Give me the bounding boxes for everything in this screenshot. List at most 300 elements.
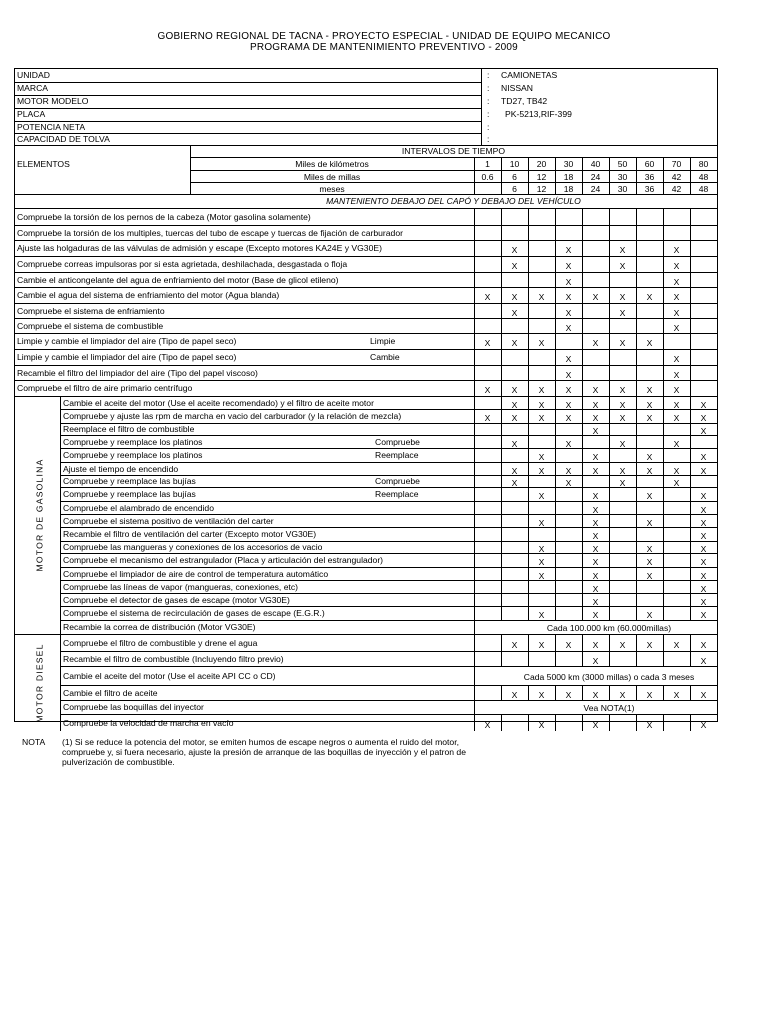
row-divider <box>60 462 717 463</box>
interval-check: X <box>700 544 707 554</box>
maintenance-item: Cambie el agua del sistema de enfriamiento del motor (Agua blanda) <box>17 290 280 300</box>
column-divider <box>663 170 664 194</box>
interval-check: X <box>511 292 518 302</box>
maintenance-item: Compruebe el sistema de recirculación de gases de escape (E.G.R.) <box>63 608 325 618</box>
interval-value: 10 <box>509 159 520 169</box>
interval-check: X <box>673 276 680 287</box>
row-divider <box>15 133 481 134</box>
maintenance-item: Compruebe el filtro de combustible y drene el agua <box>63 637 258 648</box>
document-title: GOBIERNO REGIONAL DE TACNA - PROYECTO ESPECIAL - UNIDAD DE EQUIPO MECANICO <box>157 31 611 42</box>
interval-check: X <box>484 292 491 302</box>
gasoline-section-label: MOTOR DE GASOLINA <box>34 458 45 572</box>
interval-check: X <box>700 639 707 650</box>
interval-check: X <box>673 385 680 395</box>
interval-span-note: Cada 100.000 km (60.000millas) <box>546 623 672 633</box>
interval-check: X <box>538 639 545 650</box>
interval-check: X <box>646 292 653 302</box>
column-divider <box>582 685 583 700</box>
interval-check: X <box>646 719 653 730</box>
interval-check: X <box>592 557 599 567</box>
interval-check: X <box>700 570 707 581</box>
interval-check: X <box>538 465 545 476</box>
info-value: CAMIONETAS <box>501 70 558 80</box>
row-divider <box>190 157 717 158</box>
interval-value: 30 <box>617 172 628 182</box>
interval-check: X <box>538 491 545 501</box>
maintenance-item: Compruebe la torsión de los multiples, tuercas del tubo de escape y tuercas de fijación de carburador <box>17 227 403 238</box>
interval-check: X <box>565 639 572 650</box>
interval-check: X <box>538 338 545 348</box>
info-value: NISSAN <box>501 83 533 93</box>
interval-check: X <box>511 438 518 449</box>
interval-check: X <box>592 465 599 476</box>
interval-check: X <box>673 689 680 700</box>
interval-check: X <box>673 399 680 410</box>
interval-check: X <box>565 478 572 488</box>
maintenance-item: Compruebe el limpiador de aire de control de temperatura automático <box>63 568 329 579</box>
interval-value: 50 <box>617 159 628 169</box>
interval-check: X <box>673 354 680 364</box>
interval-check: X <box>565 385 572 395</box>
info-value: PK-5213,RIF-399 <box>505 109 572 119</box>
interval-value: 24 <box>590 184 601 194</box>
interval-value: 30 <box>563 159 574 169</box>
row-divider <box>60 553 717 554</box>
maintenance-item: Compruebe las boquillas del inyector <box>63 702 204 712</box>
interval-check: X <box>565 369 572 380</box>
interval-check: X <box>673 478 680 488</box>
maintenance-item: Cambie el filtro de aceite <box>63 687 158 698</box>
column-divider <box>609 685 610 700</box>
row-divider <box>15 145 717 146</box>
interval-check: X <box>565 354 572 364</box>
item-sub-action: Reemplace <box>375 489 419 499</box>
row-divider <box>15 108 481 109</box>
item-sub-action: Compruebe <box>375 476 420 486</box>
column-divider <box>555 170 556 194</box>
interval-check: X <box>538 413 545 423</box>
column-divider <box>636 157 637 170</box>
column-divider <box>60 396 61 634</box>
maintenance-item: Compruebe y reemplace los platinos <box>63 450 203 460</box>
interval-check: X <box>511 399 518 410</box>
interval-check: X <box>700 465 707 476</box>
interval-check: X <box>565 465 572 476</box>
maintenance-item: Limpie y cambie el limpiador del aire (Tipo de papel seco) <box>17 352 237 362</box>
info-label: MARCA <box>17 83 49 93</box>
column-divider <box>609 714 610 731</box>
column-divider <box>474 157 475 194</box>
column-divider <box>501 208 502 620</box>
interval-check: X <box>619 399 626 410</box>
interval-check: X <box>592 426 599 436</box>
interval-check: X <box>619 292 626 302</box>
column-divider <box>690 634 691 666</box>
row-divider <box>15 121 481 122</box>
interval-check: X <box>592 504 599 515</box>
interval-check: X <box>673 465 680 476</box>
row-divider <box>60 580 717 581</box>
maintenance-item: Recambie el filtro de combustible (Incluyendo filtro previo) <box>63 653 284 664</box>
row-divider <box>15 256 717 257</box>
interval-check: X <box>511 385 518 395</box>
column-divider <box>690 157 691 170</box>
interval-check: X <box>484 338 491 348</box>
maintenance-item: Compruebe el sistema de combustible <box>17 320 164 331</box>
interval-check: X <box>592 385 599 395</box>
interval-check: X <box>673 322 680 333</box>
maintenance-item: Ajuste las holgaduras de las válvulas de admisión y escape (Excepto motores KA24E y VG30E) <box>17 243 382 253</box>
info-separator: : <box>487 70 490 80</box>
row-divider <box>190 170 717 171</box>
interval-check: X <box>511 689 518 700</box>
row-divider <box>15 225 717 226</box>
maintenance-item: Limpie y cambie el limpiador del aire (Tipo de papel seco) <box>17 336 237 346</box>
interval-check: X <box>538 610 545 620</box>
interval-value: 1 <box>485 159 490 169</box>
interval-value: 6 <box>512 172 517 182</box>
interval-check: X <box>511 478 518 488</box>
interval-check: X <box>538 557 545 567</box>
info-separator: : <box>487 83 490 93</box>
interval-check: X <box>592 583 599 594</box>
row-divider <box>15 95 481 96</box>
row-divider <box>60 606 717 607</box>
interval-value: 6 <box>512 184 517 194</box>
maintenance-item: Compruebe el sistema positivo de ventilación del carter <box>63 515 274 526</box>
interval-check: X <box>565 322 572 333</box>
interval-check: X <box>538 689 545 700</box>
interval-check: X <box>619 307 626 318</box>
row-divider <box>15 396 717 397</box>
interval-check: X <box>700 655 707 666</box>
info-label: CAPACIDAD DE TOLVA <box>17 134 110 144</box>
interval-check: X <box>592 719 599 730</box>
interval-check: X <box>565 438 572 449</box>
interval-row-label: Miles de millas <box>303 172 361 182</box>
row-divider <box>15 194 717 195</box>
row-divider <box>60 714 717 715</box>
column-divider <box>636 208 637 620</box>
interval-check: X <box>592 452 599 462</box>
interval-value: 36 <box>644 184 655 194</box>
interval-check: X <box>646 689 653 700</box>
info-label: POTENCIA NETA <box>17 122 86 132</box>
interval-check: X <box>511 338 518 348</box>
info-label: PLACA <box>17 109 46 119</box>
item-sub-action: Limpie <box>370 336 396 346</box>
interval-check: X <box>538 385 545 395</box>
interval-check: X <box>646 639 653 650</box>
column-divider <box>663 157 664 170</box>
interval-value: 48 <box>698 172 709 182</box>
maintenance-table <box>14 68 718 730</box>
maintenance-item: Compruebe el detector de gases de escape (motor VG30E) <box>63 594 290 605</box>
interval-check: X <box>700 596 707 607</box>
interval-value: 40 <box>590 159 601 169</box>
row-divider <box>15 287 717 288</box>
column-divider <box>609 170 610 194</box>
interval-value: 80 <box>698 159 709 169</box>
row-divider <box>60 567 717 568</box>
maintenance-item: Compruebe las líneas de vapor (mangueras, conexiones, etc) <box>63 581 299 592</box>
column-divider <box>690 208 691 620</box>
maintenance-item: Compruebe y reemplace las bujías <box>63 476 196 486</box>
interval-check: X <box>673 307 680 318</box>
interval-check: X <box>538 544 545 554</box>
interval-check: X <box>592 531 599 541</box>
row-divider <box>60 409 717 410</box>
nota-label: NOTA <box>22 737 46 747</box>
column-divider <box>663 685 664 700</box>
column-divider <box>555 714 556 731</box>
maintenance-item: Compruebe y reemplace las bujías <box>63 489 196 499</box>
intervals-title: INTERVALOS DE TIEMPO <box>401 146 506 156</box>
column-divider <box>582 208 583 620</box>
interval-value: 42 <box>671 172 682 182</box>
maintenance-item: Compruebe el alambrado de encendido <box>63 502 214 513</box>
nota-text <box>62 738 466 768</box>
interval-value: 42 <box>671 184 682 194</box>
column-divider <box>636 685 637 700</box>
row-divider <box>60 666 717 667</box>
maintenance-item: Compruebe las mangueras y conexiones de los accesorios de vacio <box>63 542 323 552</box>
interval-check: X <box>511 413 518 423</box>
maintenance-item: Cambie el aceite del motor (Use el aceite API CC o CD) <box>63 670 276 681</box>
nota-line: pulverización de combustible. <box>62 756 175 767</box>
column-divider <box>555 208 556 620</box>
interval-check: X <box>484 719 491 730</box>
nota-line: compruebe y, si fuera necesario, ajuste la presión de arranque de las boquillas de inyección y el patron de <box>62 746 466 757</box>
column-divider <box>582 170 583 194</box>
column-divider <box>501 157 502 170</box>
interval-check: X <box>511 307 518 318</box>
interval-check: X <box>646 570 653 581</box>
interval-check: X <box>700 491 707 501</box>
interval-check: X <box>538 452 545 462</box>
column-divider <box>609 634 610 666</box>
column-divider <box>636 634 637 666</box>
column-divider <box>60 634 61 731</box>
interval-check: X <box>673 261 680 271</box>
row-divider <box>190 182 717 183</box>
interval-check: X <box>646 557 653 567</box>
interval-check: X <box>592 292 599 302</box>
column-divider <box>555 685 556 700</box>
interval-check: X <box>619 261 626 271</box>
interval-value: 0.6 <box>481 172 494 182</box>
row-divider <box>15 208 717 209</box>
interval-check: X <box>646 610 653 620</box>
row-divider <box>15 380 717 381</box>
maintenance-item: Cambie el aceite del motor (Use el aceite recomendado) y el filtro de aceite motor <box>63 397 374 408</box>
interval-check: X <box>700 610 707 620</box>
interval-check: X <box>646 413 653 423</box>
column-divider <box>528 714 529 731</box>
interval-check: X <box>592 689 599 700</box>
item-sub-action: Cambie <box>370 352 400 362</box>
row-divider <box>60 514 717 515</box>
nota-line: (1) Si se reduce la potencia del motor, se emiten humos de escape negros o aumenta el ruido del motor, <box>62 737 459 747</box>
maintenance-item: Compruebe el sistema de enfriamiento <box>17 305 165 316</box>
interval-check: X <box>592 639 599 650</box>
interval-check: X <box>646 385 653 395</box>
maintenance-item: Reemplace el filtro de combustible <box>63 424 195 434</box>
interval-check: X <box>538 517 545 528</box>
info-value: TD27, TB42 <box>501 96 548 106</box>
document-subtitle: PROGRAMA DE MANTENIMIENTO PREVENTIVO - 2009 <box>250 42 518 53</box>
interval-check: X <box>538 399 545 410</box>
interval-check: X <box>538 719 545 730</box>
row-divider <box>15 82 481 83</box>
item-sub-action: Reemplace <box>375 450 419 460</box>
interval-row-label: meses <box>319 184 345 194</box>
interval-value: 24 <box>590 172 601 182</box>
diesel-section-label: MOTOR DIESEL <box>34 642 45 723</box>
column-divider <box>663 634 664 666</box>
interval-span-note: Vea NOTA(1) <box>583 703 635 713</box>
info-separator: : <box>487 96 490 106</box>
interval-check: X <box>646 399 653 410</box>
interval-value: 30 <box>617 184 628 194</box>
column-divider <box>609 208 610 620</box>
column-divider <box>528 685 529 700</box>
interval-check: X <box>565 292 572 302</box>
interval-check: X <box>511 245 518 255</box>
interval-check: X <box>619 413 626 423</box>
column-divider <box>663 208 664 620</box>
interval-check: X <box>700 452 707 462</box>
interval-row-label: Miles de kilómetros <box>295 159 369 169</box>
row-divider <box>15 240 717 241</box>
maintenance-item: Ajuste el tiempo de encendido <box>63 463 179 474</box>
column-divider <box>690 685 691 700</box>
maintenance-item: Recambie el filtro del limpiador del aire (Tipo del papel viscoso) <box>17 367 258 378</box>
interval-check: X <box>511 465 518 476</box>
row-divider <box>60 527 717 528</box>
row-divider <box>15 333 717 334</box>
interval-check: X <box>700 719 707 730</box>
interval-check: X <box>592 596 599 607</box>
interval-check: X <box>646 338 653 348</box>
interval-check: X <box>700 583 707 594</box>
column-divider <box>501 685 502 700</box>
interval-check: X <box>592 570 599 581</box>
interval-check: X <box>646 544 653 554</box>
interval-check: X <box>619 478 626 488</box>
interval-value: 18 <box>563 172 574 182</box>
column-divider <box>690 714 691 731</box>
interval-check: X <box>619 639 626 650</box>
interval-check: X <box>646 517 653 528</box>
info-label: MOTOR MODELO <box>17 96 89 106</box>
row-divider <box>60 435 717 436</box>
column-divider <box>501 714 502 731</box>
interval-value: 20 <box>536 159 547 169</box>
column-divider <box>481 69 482 145</box>
interval-check: X <box>565 689 572 700</box>
info-label: UNIDAD <box>17 70 50 80</box>
interval-value: 60 <box>644 159 655 169</box>
interval-check: X <box>592 491 599 501</box>
column-divider <box>528 208 529 620</box>
column-divider <box>690 170 691 194</box>
interval-check: X <box>673 413 680 423</box>
interval-check: X <box>592 338 599 348</box>
column-divider <box>501 170 502 194</box>
interval-check: X <box>700 517 707 528</box>
interval-check: X <box>511 639 518 650</box>
column-divider <box>636 714 637 731</box>
maintenance-item: Compruebe y ajuste las rpm de marcha en vacio del carburador (y la relación de mezcla) <box>63 411 402 421</box>
maintenance-item: Compruebe correas impulsoras por si esta agrietada, deshilachada, desgastada o floja <box>17 259 348 269</box>
interval-check: X <box>619 438 626 449</box>
info-separator: : <box>487 134 490 144</box>
interval-check: X <box>700 399 707 410</box>
interval-value: 12 <box>536 172 547 182</box>
row-divider <box>15 272 717 273</box>
column-divider <box>609 157 610 170</box>
maintenance-item: Compruebe y reemplace los platinos <box>63 436 203 447</box>
interval-check: X <box>619 385 626 395</box>
maintenance-item: Compruebe la velocidad de marcha en vacío <box>63 717 234 728</box>
interval-check: X <box>619 465 626 476</box>
row-divider <box>60 487 717 488</box>
column-divider <box>636 170 637 194</box>
interval-check: X <box>484 413 491 423</box>
interval-check: X <box>565 261 572 271</box>
interval-check: X <box>592 517 599 528</box>
interval-check: X <box>673 245 680 255</box>
interval-check: X <box>646 465 653 476</box>
interval-check: X <box>700 426 707 436</box>
column-divider <box>582 634 583 666</box>
interval-value: 36 <box>644 172 655 182</box>
interval-check: X <box>646 452 653 462</box>
maintenance-item: Recambie la correa de distribución (Motor VG30E) <box>63 622 256 632</box>
interval-check: X <box>565 276 572 287</box>
maintenance-item: Cambie el anticongelante del agua de enfriamiento del motor (Base de glicol etileno) <box>17 274 339 285</box>
interval-check: X <box>592 413 599 423</box>
row-divider <box>60 700 717 701</box>
interval-check: X <box>538 570 545 581</box>
interval-check: X <box>619 245 626 255</box>
column-divider <box>528 634 529 666</box>
interval-check: X <box>565 399 572 410</box>
interval-check: X <box>673 438 680 449</box>
row-divider <box>15 318 717 319</box>
column-divider <box>190 145 191 194</box>
interval-check: X <box>673 369 680 380</box>
interval-check: X <box>565 245 572 255</box>
interval-check: X <box>565 413 572 423</box>
interval-check: X <box>700 557 707 567</box>
row-divider <box>60 501 717 502</box>
interval-check: X <box>592 544 599 554</box>
interval-value: 70 <box>671 159 682 169</box>
interval-check: X <box>700 413 707 423</box>
maintenance-item: Compruebe la torsión de los pernos de la cabeza (Motor gasolina solamente) <box>17 211 311 222</box>
interval-check: X <box>619 338 626 348</box>
interval-check: X <box>673 292 680 302</box>
row-divider <box>15 303 717 304</box>
row-divider <box>60 593 717 594</box>
column-divider <box>582 157 583 170</box>
section-title: MANTENIENTO DEBAJO DEL CAPÓ Y DEBAJO DEL VEHÍCULO <box>326 196 581 206</box>
interval-check: X <box>484 385 491 395</box>
row-divider <box>60 620 717 621</box>
interval-value: 18 <box>563 184 574 194</box>
